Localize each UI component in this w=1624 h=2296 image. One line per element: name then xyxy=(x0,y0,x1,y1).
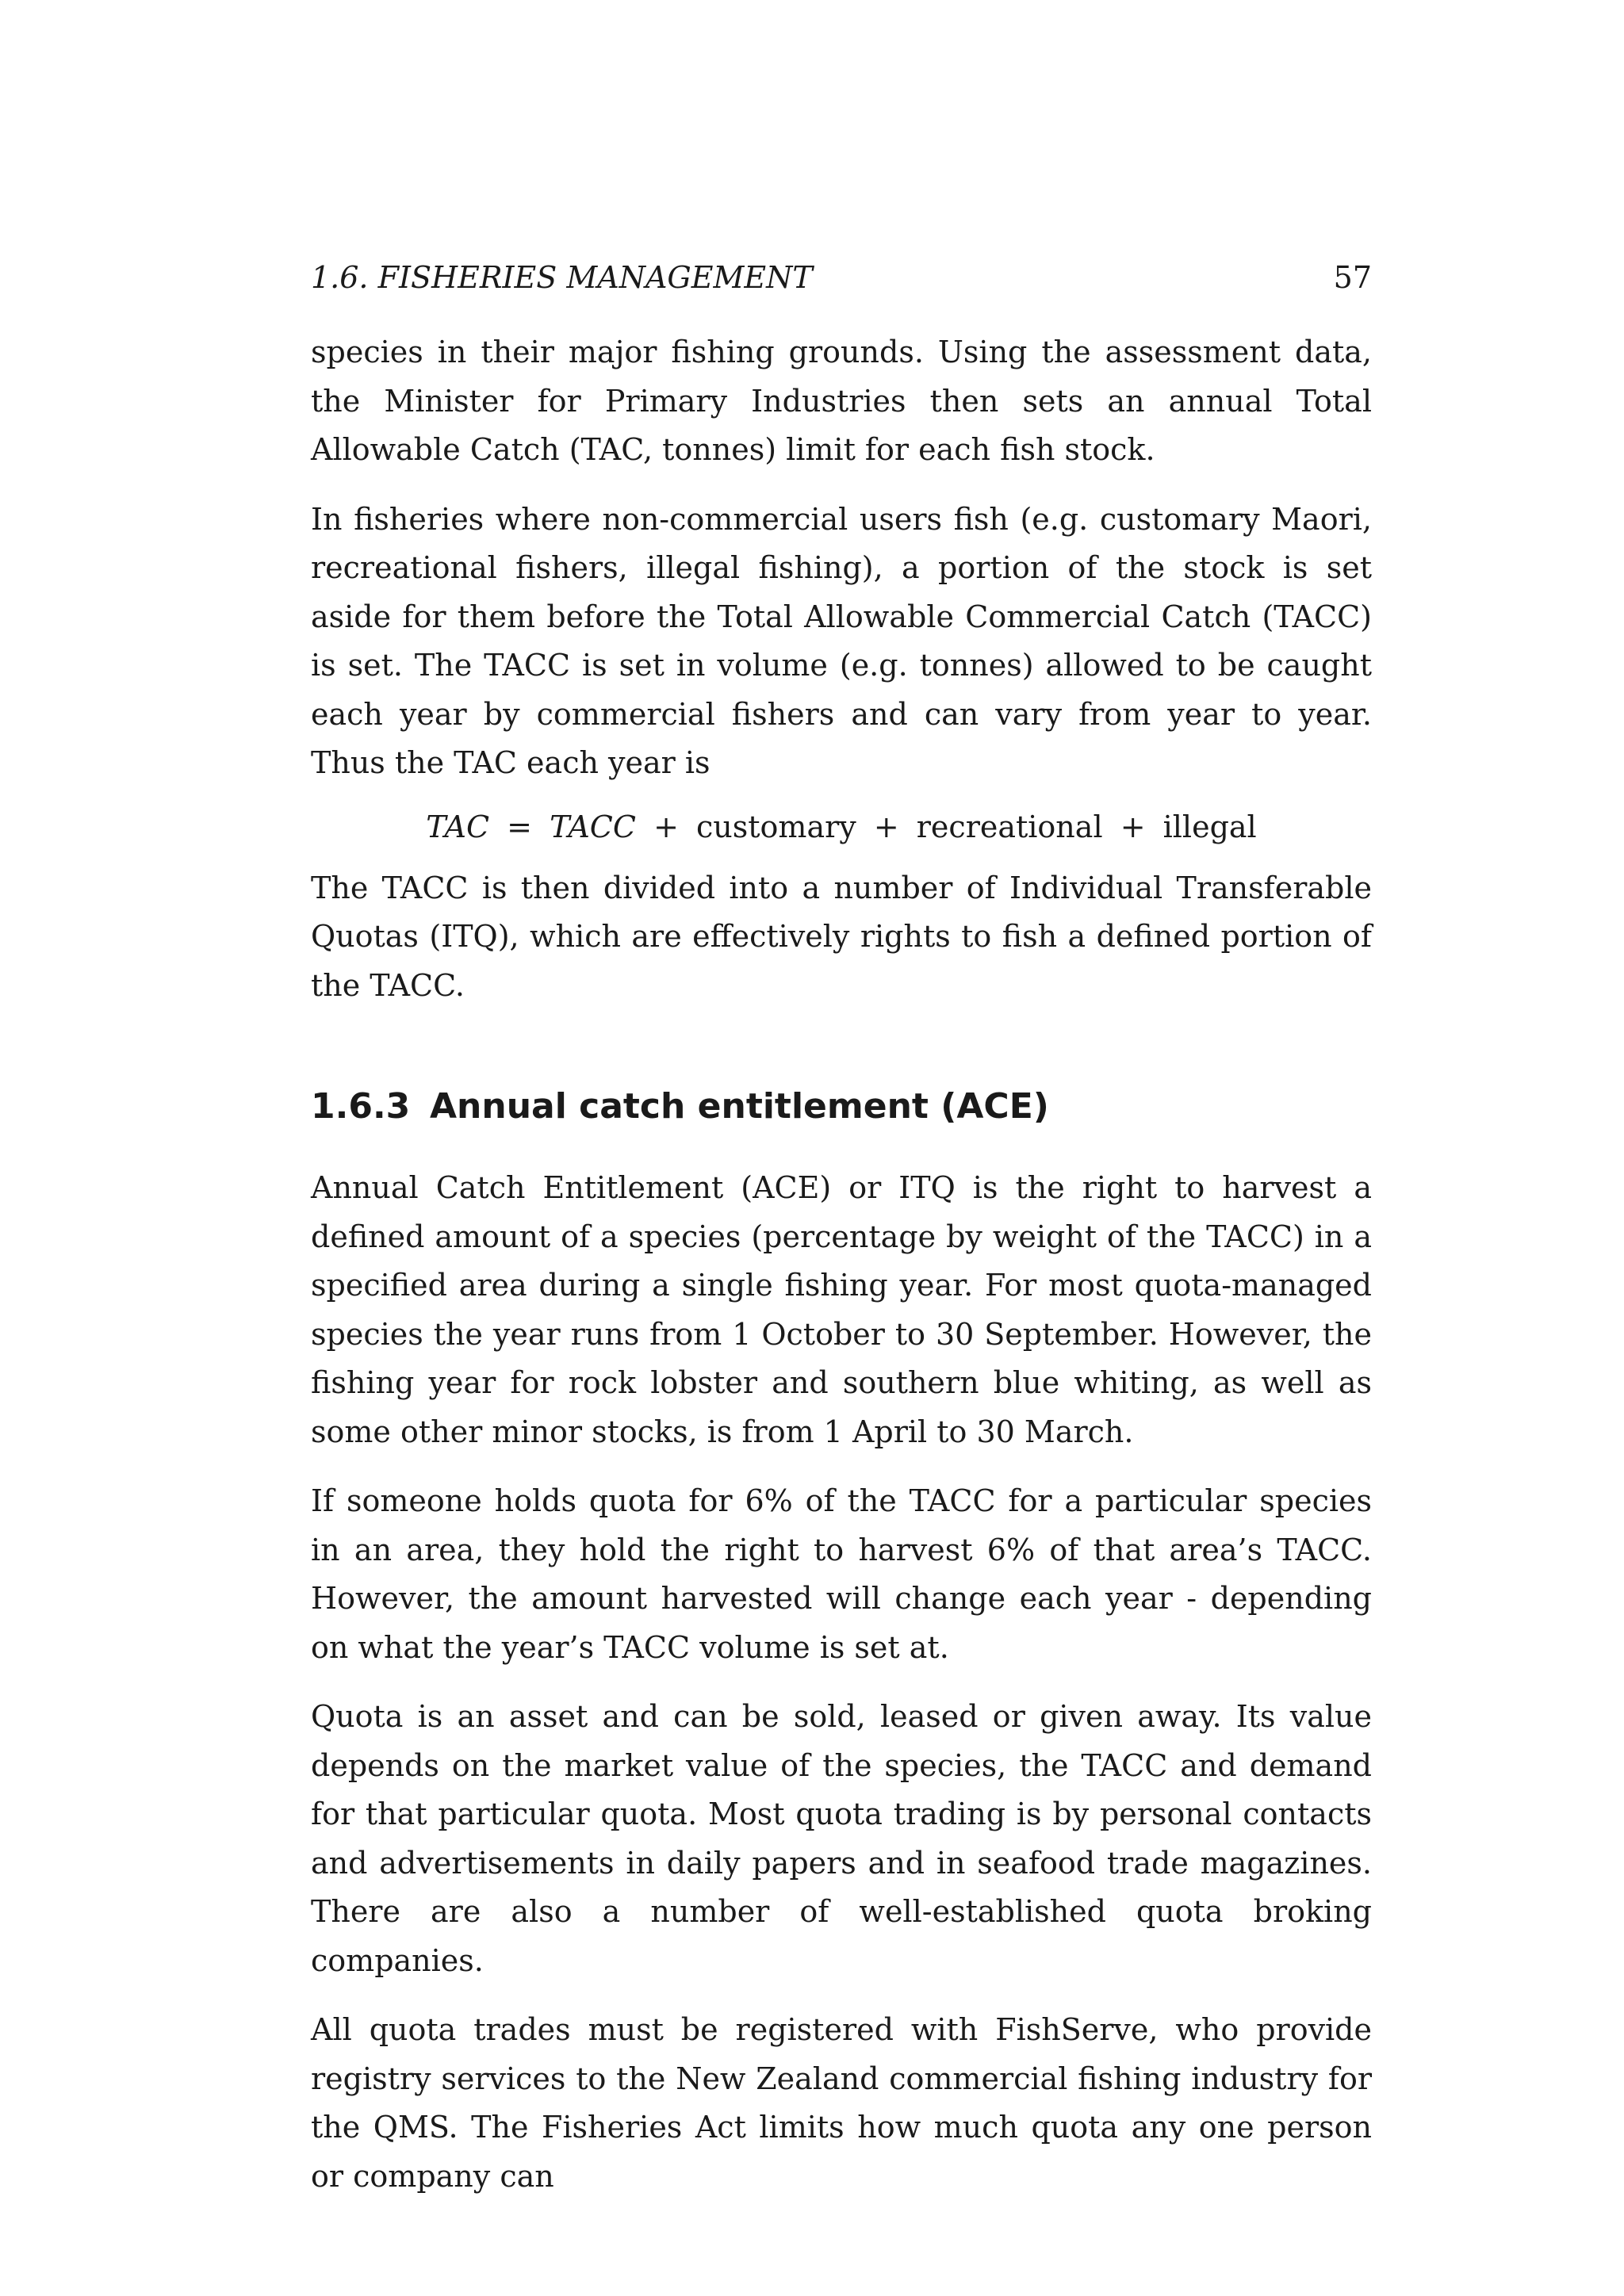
section-heading xyxy=(311,1083,1372,1131)
tac-equation xyxy=(311,801,1372,853)
equation-plus: + xyxy=(1120,809,1146,844)
paragraph: In fisheries where non-commercial users fish (e.g. customary Maori, recreational fishers, illegal fishing), a portion of the stock is set aside for them before the Total Allowable Commercial Catch (TACC) is set. The TACC is set in volume (e.g. tonnes) allowed to be caught each year by commercial fishers and can vary from year to year. Thus the TAC each year is xyxy=(311,501,1372,780)
equation-lhs: TAC xyxy=(426,809,490,844)
equation-term-illegal: illegal xyxy=(1162,809,1257,844)
document-page xyxy=(311,254,1372,2201)
equation-term-customary: customary xyxy=(696,809,856,844)
paragraph: All quota trades must be registered with FishServe, who provide registry services to the New Zealand commercial fishing industry for the QMS. The Fisheries Act limits how much quota any one person or company can xyxy=(311,2012,1372,2194)
equation-term-recreational: recreational xyxy=(916,809,1103,844)
equation-equals: = xyxy=(507,809,532,844)
paragraph: If someone holds quota for 6% of the TACC for a particular species in an area, they hold the right to harvest 6% of that area’s TACC. However, the amount harvested will change each year - depending on what the year’s TACC volume is set at. xyxy=(311,1483,1372,1665)
paragraph: Annual Catch Entitlement (ACE) or ITQ is the right to harvest a defined amount of a species (percentage by weight of the TACC) in a specified area during a single fishing year. For most quota-managed species the year runs from 1 October to 30 September. However, the fishing year for rock lobster and southern blue whiting, as well as some other minor stocks, is from 1 April to 30 March. xyxy=(311,1170,1372,1449)
running-header xyxy=(311,254,1372,301)
equation-term-tacc: TACC xyxy=(550,809,636,844)
paragraph: Quota is an asset and can be sold, leased or given away. Its value depends on the market value of the species, the TACC and demand for that particular quota. Most quota trading is by personal contacts and advertisements in daily papers and in seafood trade magazines. There are also a number of well-established quota broking companies. xyxy=(311,1699,1372,1978)
paragraph: The TACC is then divided into a number of Individual Transferable Quotas (ITQ), which are effectively rights to fish a defined portion of the TACC. xyxy=(311,870,1372,1003)
equation-plus: + xyxy=(653,809,679,844)
section-title: Annual catch entitlement (ACE) xyxy=(430,1086,1049,1127)
paragraph: species in their major fishing grounds. Using the assessment data, the Minister for Primary Industries then sets an annual Total Allowable Catch (TAC, tonnes) limit for each fish stock. xyxy=(311,335,1372,467)
running-title: 1.6. FISHERIES MANAGEMENT xyxy=(311,260,813,295)
body-text xyxy=(311,328,1372,2201)
section-number: 1.6.3 xyxy=(311,1086,411,1127)
equation-plus: + xyxy=(873,809,899,844)
page-number: 57 xyxy=(1333,260,1372,295)
